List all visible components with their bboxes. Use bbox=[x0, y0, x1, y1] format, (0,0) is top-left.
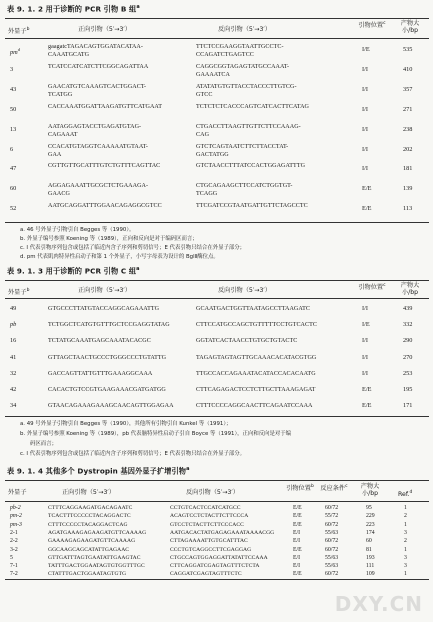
reverse-primer: CCCTGTCAGGCCTTCGAGGAG bbox=[170, 546, 252, 553]
table-b-bottom-rule bbox=[5, 222, 429, 223]
forward-primer: TCTATGCAAATGAGCAAATACACGC bbox=[48, 338, 151, 345]
forward-primer: CACCAAATGGATTAAGATGTTCATGAAT bbox=[48, 103, 162, 110]
reverse-primer: CTTCAGGATCGAGTAGTTTCTCTA bbox=[170, 563, 260, 570]
forward-primer: TCACTTTCCCCCTACAGGACTC bbox=[48, 513, 131, 520]
primer-position: I/E bbox=[362, 321, 370, 329]
forward-primer-cont: GAACG bbox=[48, 191, 70, 198]
reaction-condition: 55/63 bbox=[325, 529, 339, 536]
table-c-header-fwd: 正向引物（5′→3′） bbox=[78, 287, 131, 294]
table-b-header-exon: 外显子$^b$ bbox=[8, 27, 30, 36]
exon-cell bbox=[10, 66, 13, 74]
table-c-header-pos: 引物位置$^c$ bbox=[358, 283, 386, 292]
product-size: 290 bbox=[403, 337, 413, 345]
exon-cell bbox=[10, 126, 16, 134]
reverse-primer: GGTATCACTAACCTGTGCTGTACTC bbox=[196, 338, 298, 345]
product-size: 95 bbox=[366, 505, 372, 511]
reference-number: 3 bbox=[404, 554, 407, 561]
reference-number: 1 bbox=[404, 571, 407, 578]
reverse-primer: CTGACCTTAAGTTGTTCTTCCAAAG- bbox=[196, 123, 301, 130]
exon-label: 3 bbox=[10, 65, 14, 73]
exon-cell: 32 bbox=[10, 369, 17, 377]
reverse-primer: AATGACACTATGAGAGAAATAAAACGG bbox=[170, 529, 275, 536]
table-row bbox=[0, 546, 433, 554]
table-row bbox=[0, 554, 433, 562]
forward-primer: GGCAAGCAGCATATTGAGAAC bbox=[48, 546, 130, 553]
exon-cell bbox=[10, 146, 13, 154]
forward-primer: CCACATGTAGGTCAAAAATGTAAT- bbox=[48, 143, 148, 150]
product-size: 202 bbox=[403, 145, 413, 153]
exon-label: 6 bbox=[10, 145, 14, 153]
watermark-logo: DXY.CN bbox=[334, 592, 423, 616]
table-c-header-rev: 反向引物（5′→3′） bbox=[218, 287, 271, 294]
primer-position: E/E bbox=[293, 571, 302, 578]
exon-cell: 3-2 bbox=[10, 546, 18, 553]
exon-cell bbox=[10, 165, 16, 173]
table-row bbox=[0, 367, 433, 383]
forward-primer: GTGCCCTTATGTACCAGGCAGAAATTG bbox=[48, 306, 160, 312]
forward-primer: AGGAGAAATTGCGCTCTGAAAGA- bbox=[48, 183, 149, 190]
table-c-bottom-rule bbox=[5, 416, 429, 417]
reverse-primer: CTGCAGAAGCTTCCATCTGGTGT- bbox=[196, 183, 293, 190]
reverse-primer-cont: GAAAATCA bbox=[196, 71, 230, 78]
forward-primer: TCTGGCTCATGTGTTTGCTCCGAGGTATAG bbox=[48, 322, 170, 329]
primer-position: I/I bbox=[362, 165, 368, 173]
table-c-note-a: a. 49 号外显子引物引自 Begges 等（1990），其他所有引物引自 Kunkel 等（1991）； bbox=[20, 421, 232, 427]
reverse-primer: GTCTCAGTAATCTTCTTACCTAT- bbox=[196, 143, 289, 150]
table-row bbox=[0, 318, 433, 334]
reverse-primer: GCAATGACTGGTTAATAGCCTTAAGATC bbox=[196, 306, 311, 312]
table-row bbox=[0, 383, 433, 399]
primer-position: I/I bbox=[362, 353, 368, 361]
reference-number: 2 bbox=[404, 538, 407, 545]
table-row bbox=[0, 529, 433, 537]
product-size: 174 bbox=[366, 529, 375, 536]
table-b-note-b: b. 外显子编号参照 Koening 等（1989），正向和反向是对于编码区而言； bbox=[20, 236, 198, 242]
product-size: 270 bbox=[403, 353, 413, 361]
exon-label: 13 bbox=[10, 125, 17, 133]
product-size: 113 bbox=[403, 205, 413, 213]
forward-primer: GTAACAGAAAGAAAGCAACAGTTGGAGAA bbox=[48, 403, 174, 410]
reverse-primer: GTCTAACCTTTATCCACTGGAGATTTG bbox=[196, 163, 306, 170]
exon-cell: 49 bbox=[10, 305, 17, 312]
primer-position: E/E bbox=[362, 386, 372, 393]
primer-position: I/I bbox=[362, 337, 368, 345]
exon-cell bbox=[10, 185, 16, 193]
product-size: 271 bbox=[403, 105, 413, 113]
primer-position: I/I bbox=[362, 305, 368, 312]
table-c-note-c: c. I 代表引物序列包含或包括了临近内含子序列和剪切信号；E 代表引物只结合在外显子部分。 bbox=[20, 451, 246, 457]
table-b-header-rule bbox=[5, 38, 429, 39]
table-row bbox=[0, 334, 433, 350]
table-row bbox=[0, 63, 433, 83]
table-d-header-fwd: 正向引物（5′→3′） bbox=[62, 489, 115, 496]
product-size: 171 bbox=[403, 402, 413, 410]
primer-position: E/E bbox=[362, 402, 372, 410]
exon-cell bbox=[10, 86, 16, 94]
reverse-primer: CTTAGAAAATTGTGCATTTAC bbox=[170, 538, 248, 545]
reverse-primer: CAGGCGGTAGAGTATGCCAAAT- bbox=[196, 63, 290, 70]
exon-label: pm bbox=[10, 49, 18, 57]
table-row bbox=[0, 399, 433, 415]
reference-number: 1 bbox=[404, 546, 407, 553]
table-d-top-rule bbox=[5, 480, 429, 481]
primer-position: E/I bbox=[293, 529, 301, 536]
reverse-primer: CTTTCCCCAGGCAACTTCAGAATCCAAA bbox=[196, 403, 313, 410]
primer-position: E/E bbox=[293, 513, 302, 520]
exon-label: 47 bbox=[10, 165, 17, 173]
table-row bbox=[0, 162, 433, 182]
primer-position: E/I bbox=[293, 563, 301, 570]
forward-primer: gaagatcTAGACAGTGGATACATAA- bbox=[48, 44, 143, 50]
reference-number: 1 bbox=[404, 505, 407, 511]
product-size: 111 bbox=[366, 563, 375, 570]
table-c-header-size: 产物大小/bp bbox=[400, 282, 420, 296]
product-size: 253 bbox=[403, 369, 413, 377]
table-d-header-pos: 引物位置$^b$ bbox=[286, 484, 314, 493]
forward-primer: GTTGATTTAGTGAATATTGAAGTAC bbox=[48, 554, 141, 561]
table-d-caption: 表 9. 1. 4 其他多个 Dystropin 基因外显子扩增引物$^a$ bbox=[7, 466, 190, 476]
primer-position: E/E bbox=[362, 185, 372, 193]
reverse-primer-cont: CCAGATCTGAGTCC bbox=[196, 52, 254, 58]
forward-primer: GAACATGTCAAAGTCACTGGACT- bbox=[48, 83, 147, 90]
table-row bbox=[0, 83, 433, 103]
exon-cell: 2-2 bbox=[10, 538, 18, 545]
exon-cell: pb-2 bbox=[10, 505, 21, 511]
reverse-primer: GTCCTCTACTTCTTCCCACC bbox=[170, 521, 244, 528]
reference-number: 3 bbox=[404, 529, 407, 536]
table-row bbox=[0, 521, 433, 529]
exon-cell: 42 bbox=[10, 386, 17, 393]
reverse-primer: CTGCCAGTGGAGGATTATATTCCAAA bbox=[170, 554, 268, 561]
exon-cell: 2-1 bbox=[10, 529, 18, 536]
reaction-condition: 55/72 bbox=[325, 513, 339, 520]
table-b-header-fwd: 正向引物（5′→3′） bbox=[78, 26, 131, 33]
table-c-note-b: b. 外显子编号参照 Koening 等（1989），pb 代表脑特异性启动子引自 Boyce 等（1991），正向和反向是对于编 bbox=[20, 431, 292, 437]
forward-primer: CACACTGTCCGTGAAGAAACGATGATGG bbox=[48, 387, 166, 393]
table-c-caption: 表 9. 1. 3 用于诊断的 PCR 引物 C 组$^a$ bbox=[7, 266, 140, 276]
exon-footnote-mark: d bbox=[17, 47, 20, 52]
table-d-header-ref: Ref.$^d$ bbox=[398, 490, 413, 499]
table-d-bottom-rule bbox=[5, 579, 429, 580]
exon-cell: pm-2 bbox=[10, 513, 22, 520]
forward-primer: TATTTGACTGGAATAGTGTGGTTTGC bbox=[48, 563, 145, 570]
table-d-header-cond: 反应条件$^c$ bbox=[320, 484, 348, 493]
exon-cell: 34 bbox=[10, 402, 17, 410]
product-size: 181 bbox=[403, 165, 413, 173]
product-size: 357 bbox=[403, 85, 413, 93]
reverse-primer: CTTCCATGCCAGCTGTTTTTCCTGTCACTC bbox=[196, 322, 318, 329]
table-b-caption: 表 9. 1. 2 用于诊断的 PCR 引物 B 组$^a$ bbox=[7, 4, 140, 14]
primer-position: E/E bbox=[293, 505, 302, 511]
table-b-note-a: a. 46 号外显子引物引自 Begges 等（1990）。 bbox=[20, 227, 135, 233]
primer-position: I/I bbox=[362, 369, 368, 377]
forward-primer: AGATGAAAGAGAAGATGTTCAAAAG bbox=[48, 529, 147, 536]
table-c-note-b-cont: 码区而言； bbox=[30, 441, 57, 447]
product-size: 238 bbox=[403, 125, 413, 133]
table-row bbox=[0, 351, 433, 367]
product-size: 139 bbox=[403, 185, 413, 193]
table-row bbox=[0, 504, 433, 512]
table-row bbox=[0, 123, 433, 143]
exon-label: 50 bbox=[10, 105, 17, 113]
table-b-header-pos: 引物位置$^c$ bbox=[358, 21, 386, 30]
reaction-condition: 60/72 bbox=[325, 521, 339, 528]
table-row bbox=[0, 302, 433, 318]
primer-position: I/E bbox=[362, 46, 370, 53]
table-c-header-rule bbox=[5, 298, 429, 299]
table-b-note-d: d. pm 代表肌肉特异性启动子和第 1 个外显子，小写字母表为设计的 BglⅡ酶位点。 bbox=[20, 254, 219, 260]
reaction-condition: 55/63 bbox=[325, 563, 339, 570]
product-size: 535 bbox=[403, 46, 413, 53]
table-row bbox=[0, 182, 433, 202]
exon-label: 52 bbox=[10, 205, 17, 213]
product-size: 439 bbox=[403, 305, 413, 312]
reaction-condition: 60/72 bbox=[325, 538, 339, 545]
reverse-primer: TTGCCACCAGAAATACATACCACACAATG bbox=[196, 370, 316, 377]
reverse-primer: CCTGTCACTCCATCATGCC bbox=[170, 505, 241, 511]
reverse-primer: CTTCAGAGACTCCTCTTGCTTAAAGAGAT bbox=[196, 387, 316, 393]
forward-primer: CTATTTGACTGGAATAGTGTG bbox=[48, 571, 127, 578]
primer-position: I/I bbox=[362, 105, 368, 113]
reverse-primer: ACAGTCCTCTACTTCTTCCCA bbox=[170, 513, 249, 520]
exon-cell bbox=[10, 46, 20, 57]
reaction-condition: 60/72 bbox=[325, 505, 339, 511]
reverse-primer: ATATATGTGTTACCTACCCTTGTCG- bbox=[196, 83, 297, 90]
table-row bbox=[0, 562, 433, 570]
reverse-primer-cont: GACTATGG bbox=[196, 151, 229, 158]
product-size: 223 bbox=[366, 521, 375, 528]
product-size: 81 bbox=[366, 546, 372, 553]
table-d-header-rule bbox=[5, 501, 429, 502]
reverse-primer: TAGAGTAGTAGTTGCAAACACATACGTGG bbox=[196, 354, 317, 361]
reverse-primer: CAGGATCGAGTAGTTTCTC bbox=[170, 571, 242, 578]
primer-position: E/I bbox=[293, 554, 301, 561]
table-b-header-rev: 反向引物（5′→3′） bbox=[218, 26, 271, 33]
reaction-condition: 60/72 bbox=[325, 546, 339, 553]
forward-primer-cont: CAAATGCATG bbox=[48, 52, 90, 58]
table-d-header-rev: 反向引物（5′→3′） bbox=[186, 489, 239, 496]
exon-cell: pm-3 bbox=[10, 521, 22, 528]
reference-number: 1 bbox=[404, 521, 407, 528]
reference-number: 3 bbox=[404, 563, 407, 570]
table-c-header-exon: 外显子$^b$ bbox=[8, 288, 30, 297]
forward-primer: GACCAGTTATTGTTTGAAAGGCAAA bbox=[48, 370, 153, 377]
primer-position: I/I bbox=[362, 125, 368, 133]
product-size: 229 bbox=[366, 513, 375, 520]
product-size: 410 bbox=[403, 65, 413, 73]
table-row bbox=[0, 43, 433, 63]
product-size: 60 bbox=[366, 538, 372, 545]
reverse-primer: TTCTCCGAAGGTAATTGCCTC- bbox=[196, 44, 284, 50]
primer-position: E/E bbox=[293, 521, 302, 528]
forward-primer: CTTTCAGGAAGATGACAGAATC bbox=[48, 505, 133, 511]
exon-cell: 16 bbox=[10, 337, 17, 345]
table-b-note-c: c. I 代表引物序列包含或包括了临近内含子序列和剪切信号；E 代表引物只结合在外显子部分； bbox=[20, 245, 246, 251]
reaction-condition: 60/72 bbox=[325, 571, 339, 578]
forward-primer: GAAAAGAGAAGATGTTCAAAAG bbox=[48, 538, 136, 545]
table-row bbox=[0, 202, 433, 222]
forward-primer: GTTAGCTAACTGCCCTGGGCCCTGTATTG bbox=[48, 354, 167, 361]
table-row bbox=[0, 512, 433, 520]
reverse-primer: TTCGATCCGTAATGATTGTTCTAGCCTC bbox=[196, 203, 308, 210]
table-c-top-rule bbox=[5, 280, 429, 281]
exon-cell: 41 bbox=[10, 353, 17, 361]
product-size: 195 bbox=[403, 386, 413, 393]
table-row bbox=[0, 537, 433, 545]
reverse-primer: TCTCTCTCACCCAGTCATCACTTCATAG bbox=[196, 103, 309, 110]
exon-cell: 5 bbox=[10, 554, 13, 561]
table-row bbox=[0, 143, 433, 163]
exon-cell: pb bbox=[10, 321, 17, 329]
exon-label: 43 bbox=[10, 85, 17, 93]
reaction-condition: 55/63 bbox=[325, 554, 339, 561]
forward-primer: CGTTGTTGCATTTGTCTGTTTCAGTTAC bbox=[48, 163, 161, 170]
exon-cell bbox=[10, 205, 16, 213]
table-b-header-size: 产物大小/bp bbox=[400, 20, 420, 34]
exon-cell: 7-2 bbox=[10, 571, 18, 578]
reference-number: 2 bbox=[404, 513, 407, 520]
forward-primer: AATAGGAGTACCTGAGATGTAG- bbox=[48, 123, 142, 130]
table-row bbox=[0, 103, 433, 123]
product-size: 109 bbox=[366, 571, 375, 578]
primer-position: I/I bbox=[362, 85, 368, 93]
table-b-top-rule bbox=[5, 18, 429, 19]
forward-primer: AATGCAGGATTTGGAACAGAGGCGTCC bbox=[48, 203, 162, 210]
reverse-primer-cont: GTCC bbox=[196, 91, 213, 98]
reverse-primer-cont: CAG bbox=[196, 131, 210, 138]
forward-primer: TCATCCATCATCTTCGGCAGATTAA bbox=[48, 63, 149, 70]
table-d-header-size: 产物大小/bp bbox=[360, 483, 380, 497]
reverse-primer-cont: TCAGG bbox=[196, 191, 218, 198]
primer-position: I/I bbox=[362, 145, 368, 153]
table-row bbox=[0, 570, 433, 578]
forward-primer-cont: CAGAAAT bbox=[48, 131, 78, 138]
primer-position: E/E bbox=[293, 546, 302, 553]
product-size: 193 bbox=[366, 554, 375, 561]
product-size: 332 bbox=[403, 321, 413, 329]
primer-position: I/I bbox=[362, 65, 368, 73]
exon-cell bbox=[10, 106, 16, 114]
table-d-header-exon: 外显子 bbox=[8, 489, 27, 496]
primer-position: E/I bbox=[293, 538, 301, 545]
primer-position: E/E bbox=[362, 205, 372, 213]
exon-label: 60 bbox=[10, 185, 17, 193]
forward-primer-cont: GAA bbox=[48, 151, 62, 158]
exon-cell: 7-1 bbox=[10, 563, 18, 570]
forward-primer-cont: TCATGG bbox=[48, 91, 73, 98]
forward-primer: CTTTCCCCCTACAGGACTCAG bbox=[48, 521, 128, 528]
